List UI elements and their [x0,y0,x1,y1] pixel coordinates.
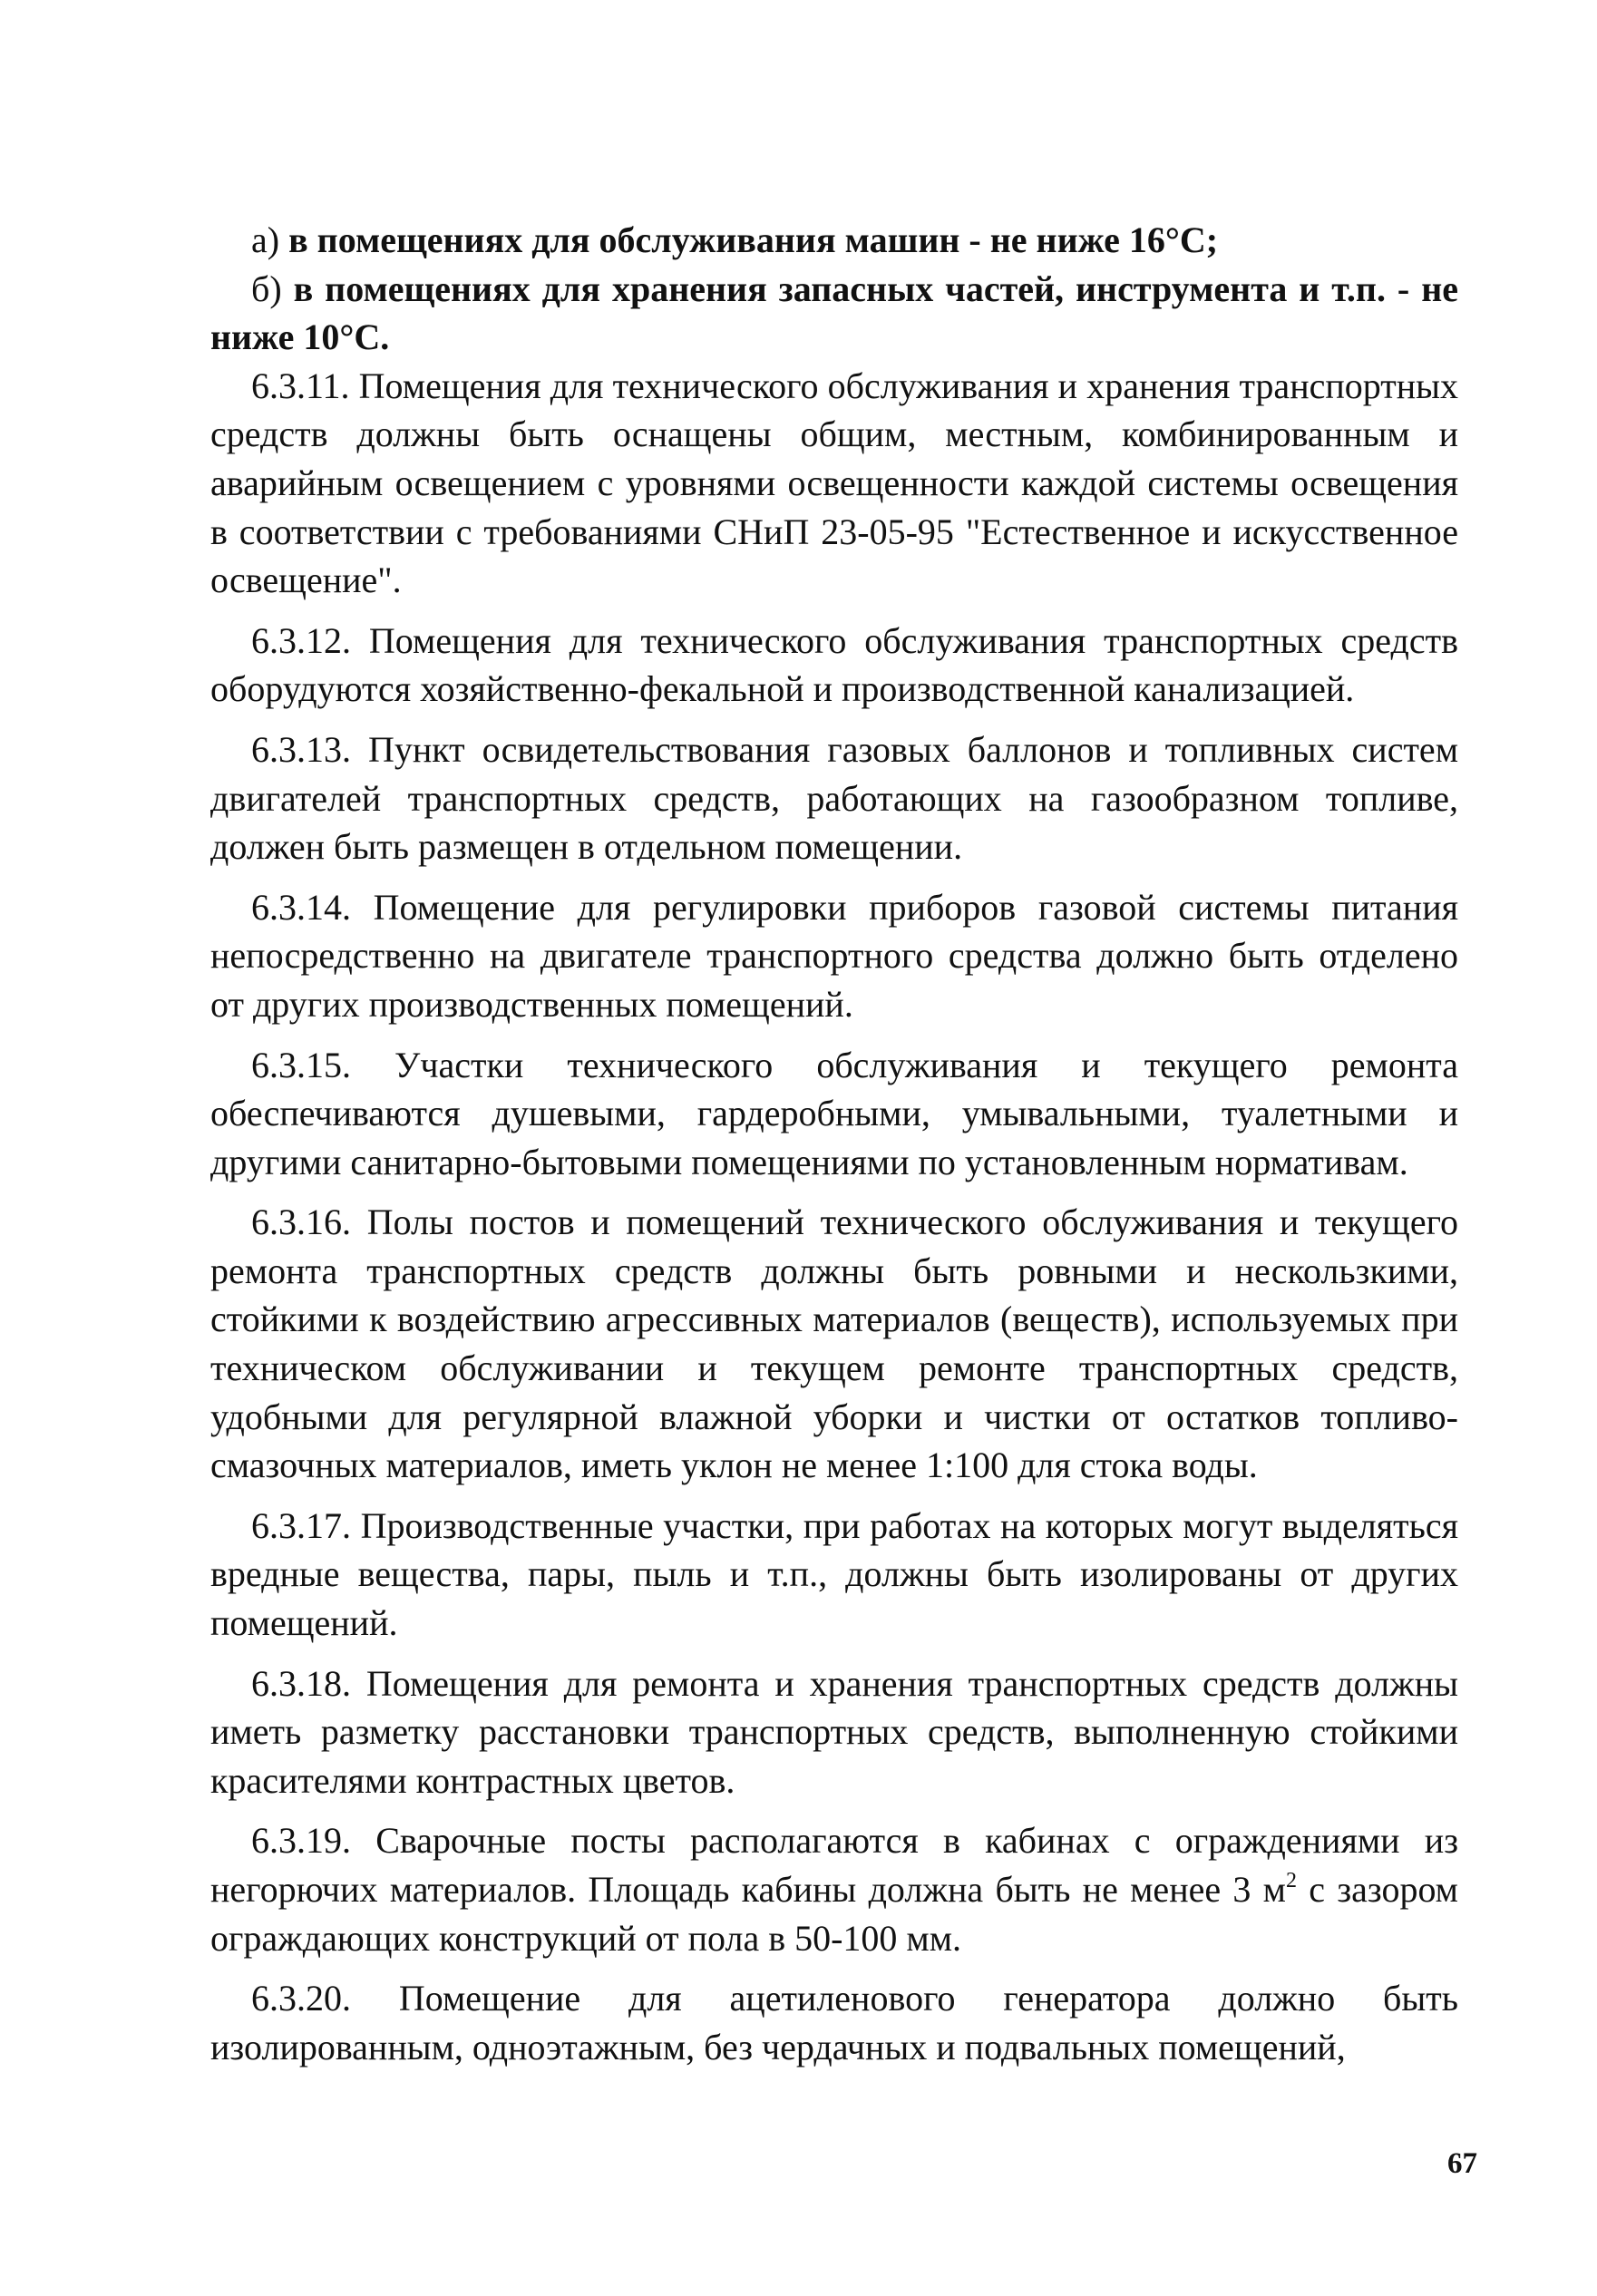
paragraph-6-3-12: 6.3.12. Помещения для технического обслуживания транспортных средств оборудуются хозяйственно-фекальной и производственной канализацией. [210,619,1458,710]
paragraph-6-3-18: 6.3.18. Помещения для ремонта и хранения транспортных средств должны иметь разметку расстановки транспортных средств, выполненную стойкими красителями контрастных цветов. [210,1662,1458,1801]
paragraph-6-3-13: 6.3.13. Пункт освидетельствования газовых баллонов и топливных систем двигателей транспортных средств, работающих на газообразном топливе, должен быть размещен в отдельном помещении. [210,728,1458,868]
paragraph-text: 6.3.19. Сварочные посты располагаются в кабинах с ограждениями из негорючих материалов. Площадь кабины должна быть не менее 3 м [210,1820,1458,1910]
body-text [210,216,1458,2071]
paragraph-6-3-11: 6.3.11. Помещения для технического обслуживания и хранения транспортных средств должны быть оснащены общим, местным, комбинированным и аварийным освещением с уровнями освещенности каждой системы освещения в соответствии с требованиями СНиП 23-05-95 "Естественное и искусственное освещение". [210,365,1458,601]
page-number: 67 [1447,2147,1477,2180]
paragraph-6-3-15: 6.3.15. Участки технического обслуживания и текущего ремонта обеспечиваются душевыми, гардеробными, умывальными, туалетными и другими санитарно-бытовыми помещениями по установленным нормативам. [210,1044,1458,1182]
paragraph-6-3-20: 6.3.20. Помещение для ацетиленового генератора должно быть изолированным, одноэтажным, без чердачных и подвальных помещений, [210,1978,1458,2067]
paragraph-a [210,216,1458,265]
list-marker: а) [251,219,289,260]
paragraph-text-continued: с зазором ограждающих конструкций от пола в 50-100 мм. [210,1869,1458,1959]
list-marker: б) [251,268,294,309]
paragraph-6-3-17: 6.3.17. Производственные участки, при работах на которых могут выделяться вредные вещества, пары, пыль и т.п., должны быть изолированы от других помещений. [210,1504,1458,1644]
paragraph-6-3-16: 6.3.16. Полы постов и помещений технического обслуживания и текущего ремонта транспортных средств должны быть ровными и нескользкими, стойкими к воздействию агрессивных материалов (веществ), используемых при техническом обслуживании и текущем ремонте транспортных средств, удобными для регулярной влажной уборки и чистки от остатков топливо-смазочных материалов, иметь уклон не менее 1:100 для стока воды. [210,1202,1458,1486]
paragraph-6-3-14: 6.3.14. Помещение для регулировки приборов газовой системы питания непосредственно на двигателе транспортного средства должно быть отделено от других производственных помещений. [210,886,1458,1025]
paragraph-6-3-19 [210,1816,1458,1962]
paragraph-b [210,265,1458,362]
superscript-exponent: 2 [1286,1869,1297,1892]
paragraph-text: в помещениях для хранения запасных частей, инструмента и т.п. - не ниже 10°С. [210,268,1458,358]
paragraph-text: в помещениях для обслуживания машин - не ниже 16°С; [288,219,1219,260]
